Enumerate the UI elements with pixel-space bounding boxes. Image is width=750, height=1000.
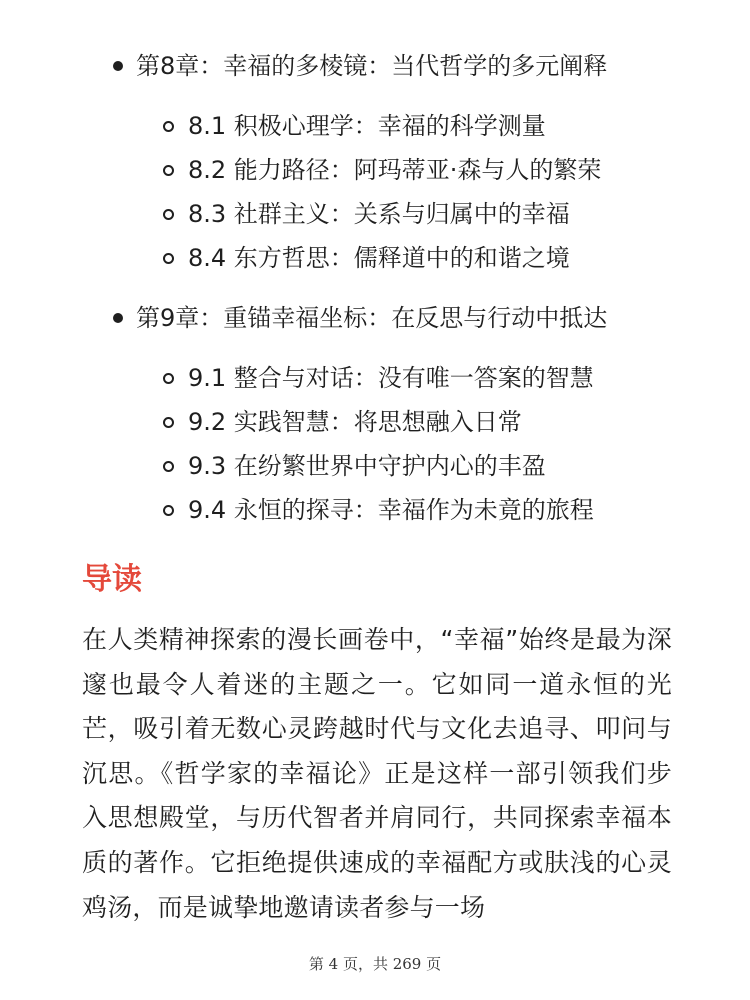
- section-title: 9.4 永恒的探寻：幸福作为未竟的旅程: [188, 496, 594, 524]
- chapter-title: 第8章：幸福的多棱镜：当代哲学的多元阐释: [136, 52, 608, 80]
- intro-heading: 导读: [82, 562, 142, 597]
- hollow-bullet-icon: [163, 373, 174, 384]
- chapter-9-sections: [0, 356, 750, 532]
- section-title: 8.1 积极心理学：幸福的科学测量: [188, 112, 546, 140]
- toc-section: [0, 104, 750, 148]
- hollow-bullet-icon: [163, 253, 174, 264]
- hollow-bullet-icon: [163, 165, 174, 176]
- page-number-footer: 第 4 页，共 269 页: [308, 955, 442, 973]
- hollow-bullet-icon: [163, 417, 174, 428]
- section-title: 9.1 整合与对话：没有唯一答案的智慧: [188, 364, 594, 392]
- chapter-title: 第9章：重锚幸福坐标：在反思与行动中抵达: [136, 304, 608, 332]
- toc-section: [0, 148, 750, 192]
- section-title: 8.3 社群主义：关系与归属中的幸福: [188, 200, 570, 228]
- hollow-bullet-icon: [163, 121, 174, 132]
- intro-paragraph: 在人类精神探索的漫长画卷中，“幸福”始终是最为深邃也最令人着迷的主题之一。它如同一道永恒的光芒，吸引着无数心灵跨越时代与文化去追寻、叩问与沉思。《哲学家的幸福论》正是这样一部引领我们步入思想殿堂，与历代智者并肩同行，共同探索幸福本质的著作。它拒绝提供速成的幸福配方或肤浅的心灵鸡汤，而是诚挚地邀请读者参与一场: [82, 625, 672, 922]
- toc-section: [0, 192, 750, 236]
- section-title: 8.2 能力路径：阿玛蒂亚·森与人的繁荣: [188, 156, 602, 184]
- section-title: 8.4 东方哲思：儒释道中的和谐之境: [188, 244, 570, 272]
- hollow-bullet-icon: [163, 461, 174, 472]
- toc-section: [0, 488, 750, 532]
- hollow-bullet-icon: [163, 505, 174, 516]
- toc-chapter-9: [0, 300, 750, 336]
- table-of-contents: [0, 48, 750, 552]
- toc-chapter-8: [0, 48, 750, 84]
- filled-bullet-icon: [113, 61, 123, 71]
- section-title: 9.3 在纷繁世界中守护内心的丰盈: [188, 452, 546, 480]
- hollow-bullet-icon: [163, 209, 174, 220]
- toc-section: [0, 444, 750, 488]
- toc-section: [0, 356, 750, 400]
- filled-bullet-icon: [113, 313, 123, 323]
- chapter-8-sections: [0, 104, 750, 280]
- section-title: 9.2 实践智慧：将思想融入日常: [188, 408, 522, 436]
- toc-section: [0, 400, 750, 444]
- toc-section: [0, 236, 750, 280]
